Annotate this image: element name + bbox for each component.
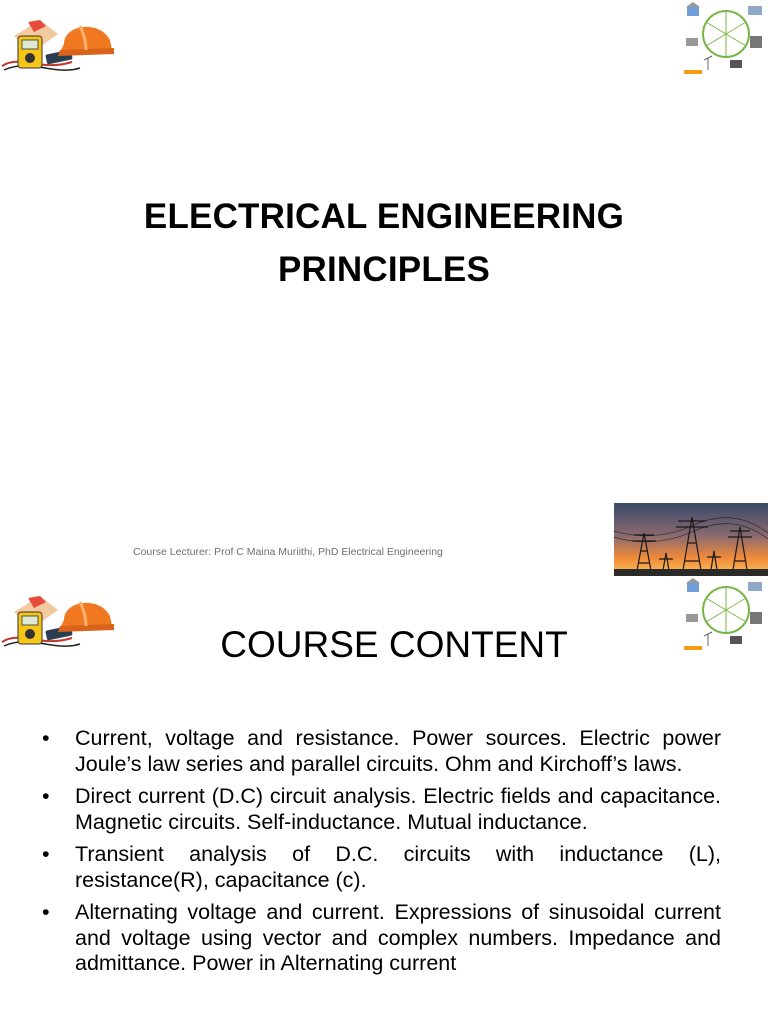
course-content-heading: COURSE CONTENT <box>220 624 568 665</box>
bullet-icon: • <box>42 726 50 750</box>
bullet-icon: • <box>42 784 50 808</box>
smart-grid-diagram-icon <box>682 576 768 652</box>
list-item <box>40 900 721 977</box>
bullet-icon: • <box>42 900 50 924</box>
course-content-slide <box>0 576 768 1024</box>
title-line-2: PRINCIPLES <box>277 250 491 289</box>
bullet-icon: • <box>42 842 50 866</box>
title-line-1: ELECTRICAL ENGINEERING <box>143 197 625 236</box>
smart-grid-diagram-icon <box>682 0 768 76</box>
list-item-text: Current, voltage and resistance. Power sources. Electric power Joule’s law series and parallel circuits. Ohm and Kirchoff’s laws. <box>75 726 721 776</box>
list-item-text: Transient analysis of D.C. circuits with inductance (L), resistance(R), capacitance (c). <box>75 842 721 892</box>
power-pylons-sunset-image <box>614 503 768 576</box>
list-item-text: Direct current (D.C) circuit analysis. Electric fields and capacitance. Magnetic circuits. Self-inductance. Mutual inductance. <box>75 784 721 834</box>
list-item <box>40 842 721 893</box>
multimeter-helmet-icon <box>0 14 118 76</box>
list-item <box>40 726 721 777</box>
presentation-title <box>60 190 708 296</box>
list-item <box>40 784 721 835</box>
course-lecturer: Course Lecturer: Prof C Maina Muriithi, PhD Electrical Engineering <box>133 546 443 558</box>
multimeter-helmet-icon <box>0 590 118 652</box>
list-item-text: Alternating voltage and current. Expressions of sinusoidal current and voltage using vector and complex numbers. Impedance and admittance. Power in Alternating current <box>75 900 721 975</box>
course-content-list <box>40 726 721 984</box>
